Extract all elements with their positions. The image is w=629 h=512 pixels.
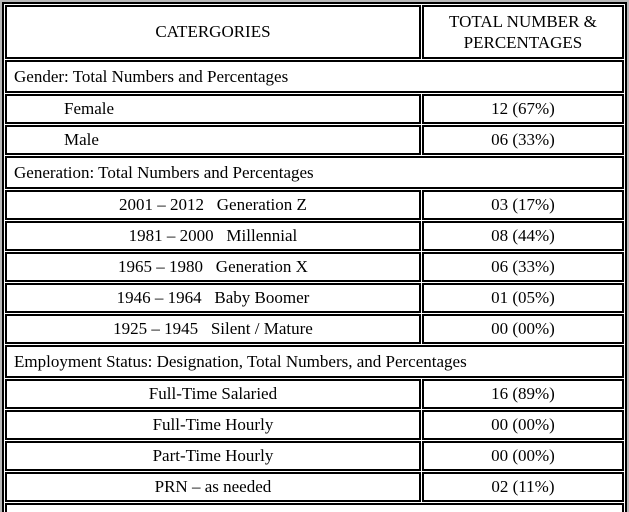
value-cell: 02 (11%) — [422, 472, 624, 502]
table-row-part-time-hourly — [5, 441, 624, 471]
cut-off-bottom-row — [5, 503, 624, 512]
table-row-female — [5, 94, 624, 124]
category-cell: Male — [5, 125, 421, 155]
table-row-generation-x — [5, 252, 624, 282]
value-cell: 01 (05%) — [422, 283, 624, 313]
section-label: Generation: Total Numbers and Percentages — [5, 156, 624, 189]
table-header-row — [5, 5, 624, 59]
value-cell: 16 (89%) — [422, 379, 624, 409]
totals-column-header — [422, 5, 624, 59]
section-row-generation — [5, 156, 624, 189]
table-row-millennial — [5, 221, 624, 251]
section-label: Employment Status: Designation, Total Numbers, and Percentages — [5, 345, 624, 378]
section-label: Gender: Total Numbers and Percentages — [5, 60, 624, 93]
table-row-prn-as-needed — [5, 472, 624, 502]
table-row-silent-mature — [5, 314, 624, 344]
totals-column-header-text: TOTAL NUMBER & PERCENTAGES — [449, 11, 597, 52]
value-cell: 00 (00%) — [422, 410, 624, 440]
category-cell: 2001 – 2012 Generation Z — [5, 190, 421, 220]
category-cell: Full-Time Salaried — [5, 379, 421, 409]
section-row-gender — [5, 60, 624, 93]
value-cell: 00 (00%) — [422, 314, 624, 344]
category-cell: 1965 – 1980 Generation X — [5, 252, 421, 282]
category-cell: PRN – as needed — [5, 472, 421, 502]
categories-column-header: CATERGORIES — [5, 5, 421, 59]
value-cell: 06 (33%) — [422, 252, 624, 282]
section-label — [5, 503, 624, 512]
category-cell: Female — [5, 94, 421, 124]
value-cell: 03 (17%) — [422, 190, 624, 220]
demographics-table — [2, 2, 627, 512]
section-row-employment-status — [5, 345, 624, 378]
category-cell: 1925 – 1945 Silent / Mature — [5, 314, 421, 344]
table-row-male — [5, 125, 624, 155]
category-cell: 1946 – 1964 Baby Boomer — [5, 283, 421, 313]
table-row-full-time-hourly — [5, 410, 624, 440]
table-row-baby-boomer — [5, 283, 624, 313]
table-row-generation-z — [5, 190, 624, 220]
value-cell: 08 (44%) — [422, 221, 624, 251]
category-cell: Full-Time Hourly — [5, 410, 421, 440]
category-cell: Part-Time Hourly — [5, 441, 421, 471]
value-cell: 12 (67%) — [422, 94, 624, 124]
value-cell: 06 (33%) — [422, 125, 624, 155]
category-cell: 1981 – 2000 Millennial — [5, 221, 421, 251]
table-row-full-time-salaried — [5, 379, 624, 409]
value-cell: 00 (00%) — [422, 441, 624, 471]
